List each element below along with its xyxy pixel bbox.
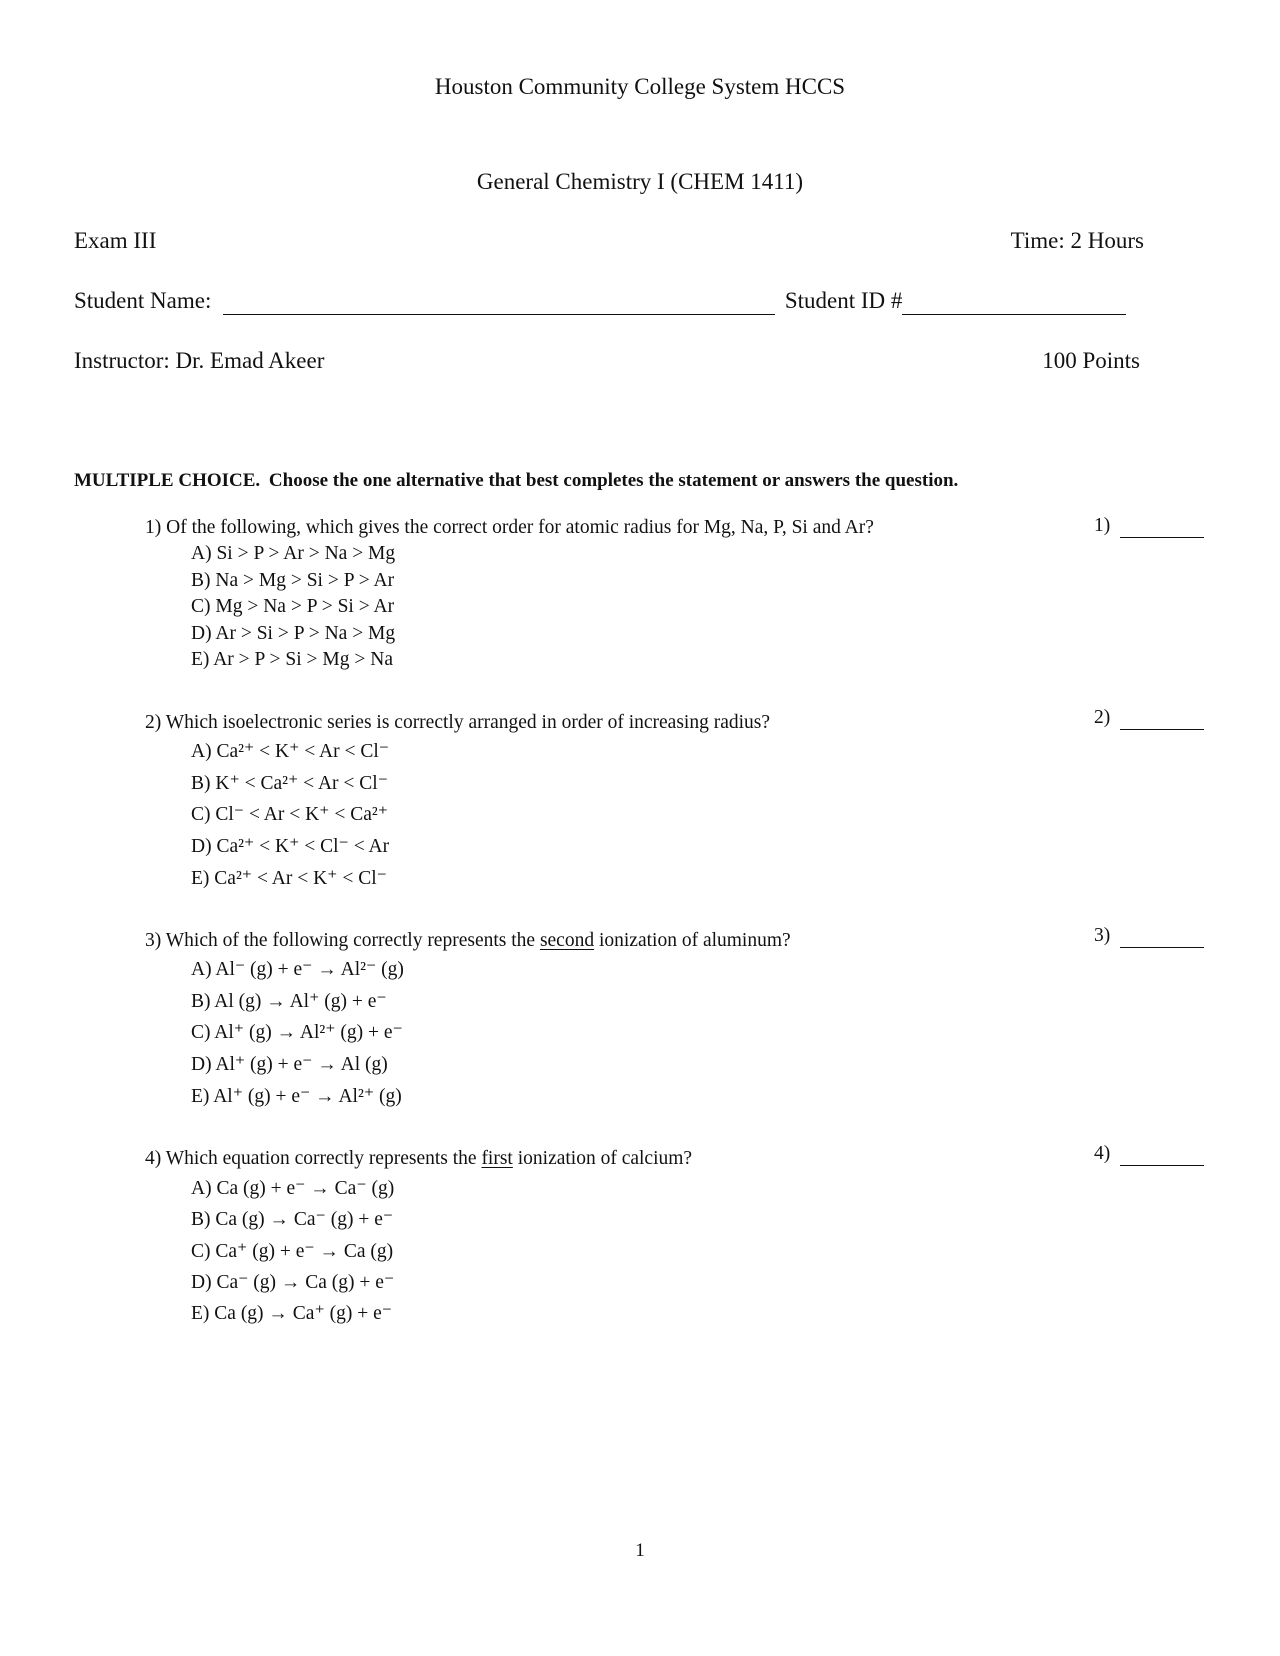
- option-b: B) K⁺ < Ca²⁺ < Ar < Cl⁻: [191, 772, 389, 794]
- question-number: 2): [145, 712, 162, 733]
- option-e: E) Ca²⁺ < Ar < K⁺ < Cl⁻: [191, 867, 387, 889]
- instructions-lead: MULTIPLE CHOICE.: [74, 470, 261, 491]
- question-4: [145, 1143, 692, 1329]
- question-stem: [145, 707, 770, 736]
- answer-2: [1094, 707, 1204, 730]
- points-label: 100 Points: [1042, 348, 1140, 373]
- question-2: [145, 707, 770, 895]
- question-stem: [145, 925, 791, 954]
- option-c: C) Ca⁺ (g) + e⁻ → Ca (g): [191, 1240, 394, 1262]
- stem-emphasis: second: [539, 930, 595, 951]
- student-name-label: Student Name:: [74, 288, 212, 313]
- stem-text: Which of the following correctly represents the: [165, 930, 540, 951]
- option-a: A) Ca²⁺ < K⁺ < Ar < Cl⁻: [191, 741, 390, 762]
- answer-label: 3): [1094, 925, 1111, 946]
- student-name-field[interactable]: [223, 288, 775, 315]
- stem-text: Which equation correctly represents the: [165, 1148, 482, 1169]
- answer-3: [1094, 925, 1204, 948]
- instructor-label: Instructor: Dr. Emad Akeer: [74, 348, 325, 373]
- page-number: 1: [635, 1540, 645, 1561]
- question-1: [145, 515, 874, 674]
- stem-text: Which isoelectronic series is correctly arranged in order of increasing radius?: [165, 712, 771, 733]
- answer-blank[interactable]: [1120, 925, 1204, 948]
- instructions-text: Choose the one alternative that best completes the statement or answers the question.: [268, 470, 959, 491]
- question-number: 1): [145, 517, 162, 538]
- course-title: General Chemistry I (CHEM 1411): [476, 169, 804, 194]
- answer-label: 4): [1094, 1143, 1111, 1164]
- option-d: D) Ca²⁺ < K⁺ < Cl⁻ < Ar: [191, 836, 390, 858]
- option-e: E) Al⁺ (g) + e⁻ → Al²⁺ (g): [191, 1085, 402, 1107]
- option-b: B) Ca (g) → Ca⁻ (g) + e⁻: [191, 1209, 394, 1231]
- option-c: C) Al⁺ (g) → Al²⁺ (g) + e⁻: [191, 1022, 403, 1044]
- option-a: A) Ca (g) + e⁻ → Ca⁻ (g): [191, 1178, 395, 1199]
- instructions: [74, 470, 958, 492]
- question-3: [145, 925, 791, 1113]
- question-stem: [145, 1143, 692, 1173]
- student-id-field[interactable]: [902, 288, 1126, 315]
- answer-blank[interactable]: [1120, 515, 1204, 538]
- institution-title: Houston Community College System HCCS: [434, 74, 846, 99]
- option-d: D) Ca⁻ (g) → Ca (g) + e⁻: [191, 1271, 395, 1293]
- question-number: 4): [145, 1148, 162, 1169]
- option-d: D) Ar > Si > P > Na > Mg: [191, 622, 396, 644]
- option-e: E) Ar > P > Si > Mg > Na: [191, 649, 393, 670]
- option-b: B) Al (g) → Al⁺ (g) + e⁻: [191, 990, 387, 1012]
- option-c: C) Mg > Na > P > Si > Ar: [191, 596, 395, 617]
- answer-4: [1094, 1143, 1204, 1166]
- question-stem: [145, 515, 874, 541]
- option-c: C) Cl⁻ < Ar < K⁺ < Ca²⁺: [191, 804, 389, 826]
- answer-label: 1): [1094, 515, 1111, 536]
- answer-label: 2): [1094, 707, 1111, 728]
- stem-emphasis: first: [481, 1148, 513, 1169]
- stem-text: Of the following, which gives the correct order for atomic radius for Mg, Na, P, Si and Ar?: [166, 517, 874, 538]
- student-id-label: Student ID #: [784, 288, 903, 313]
- stem-text: ionization of calcium?: [512, 1148, 693, 1169]
- time-label: Time: 2 Hours: [1010, 228, 1144, 253]
- option-d: D) Al⁺ (g) + e⁻ → Al (g): [191, 1054, 388, 1076]
- answer-blank[interactable]: [1120, 1143, 1204, 1166]
- option-e: E) Ca (g) → Ca⁺ (g) + e⁻: [191, 1303, 393, 1325]
- option-a: A) Al⁻ (g) + e⁻ → Al²⁻ (g): [191, 959, 404, 980]
- answer-blank[interactable]: [1120, 707, 1204, 730]
- stem-text: ionization of aluminum?: [594, 930, 791, 951]
- student-name-row: [74, 288, 1126, 315]
- answer-1: [1094, 515, 1204, 538]
- question-number: 3): [145, 930, 162, 951]
- option-a: A) Si > P > Ar > Na > Mg: [191, 543, 396, 564]
- exam-label: Exam III: [74, 228, 157, 253]
- option-b: B) Na > Mg > Si > P > Ar: [191, 569, 395, 591]
